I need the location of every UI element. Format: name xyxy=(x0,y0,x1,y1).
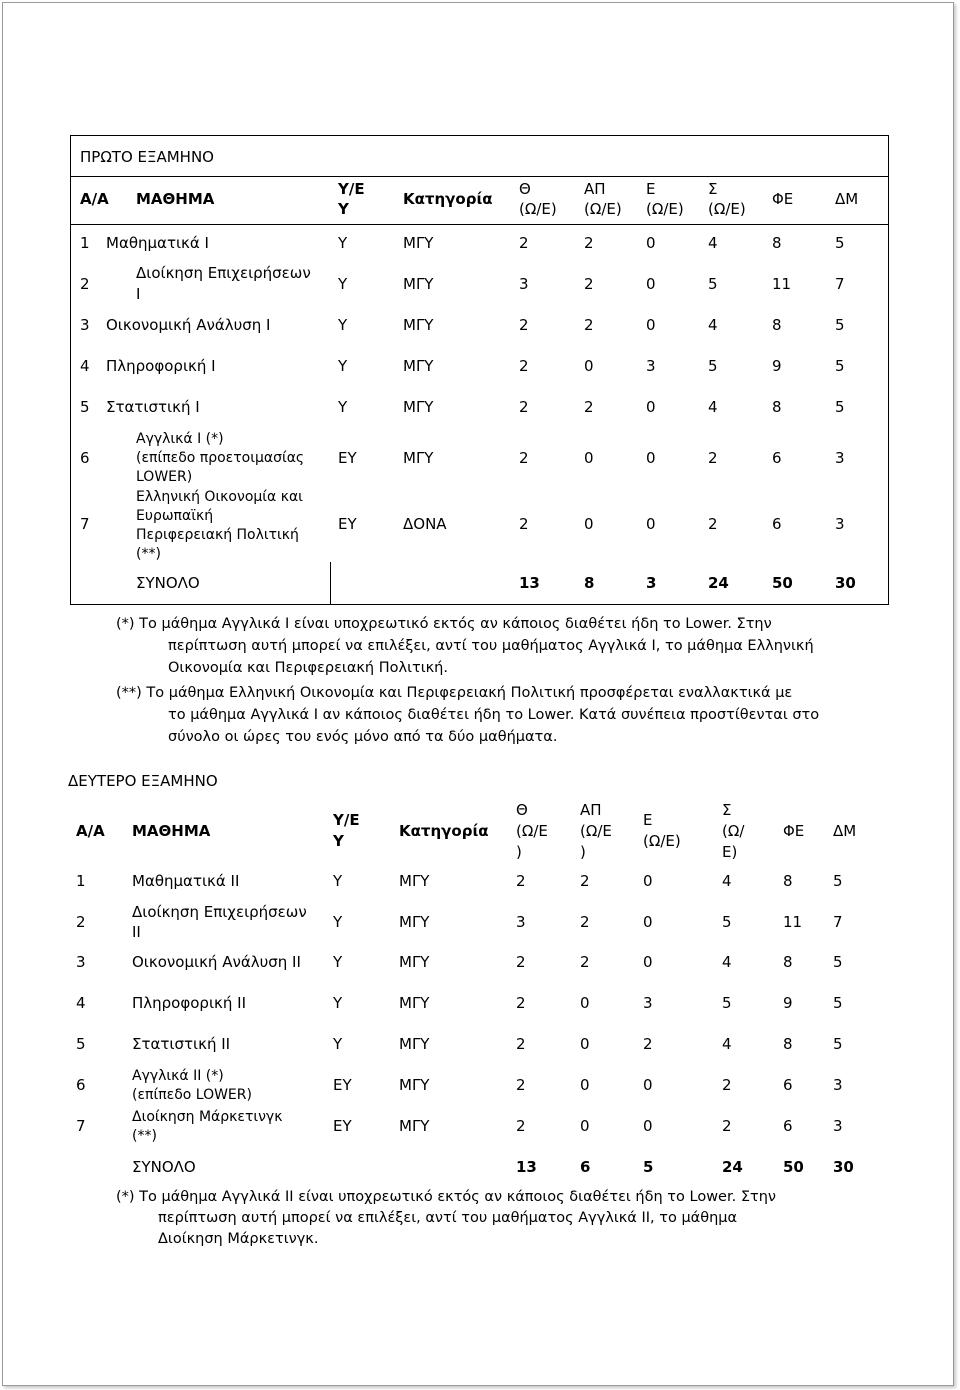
header-dm: ΔΜ xyxy=(833,822,857,840)
cell-sigma: 5 xyxy=(708,275,718,293)
cell-ye: Υ xyxy=(333,953,343,971)
cell-sigma: 4 xyxy=(722,953,732,971)
header-theory-2: (Ω/Ε) xyxy=(519,200,557,218)
cell-ye: ΕΥ xyxy=(333,1117,352,1135)
cell-sigma: 2 xyxy=(708,449,718,467)
cell-sigma: 2 xyxy=(722,1117,732,1135)
cell-category: ΜΓΥ xyxy=(403,398,434,416)
semester2-title: ΔΕΥΤΕΡΟ ΕΞΑΜΗΝΟ xyxy=(68,772,218,790)
footnote-2-line3: σύνολο οι ώρες του ενός μόνο από τα δύο μαθήματα. xyxy=(168,729,558,745)
header-lab: ΑΠ xyxy=(584,180,606,198)
cell-dm: 3 xyxy=(833,1117,843,1135)
cell-sigma: 4 xyxy=(708,234,718,252)
cell-course: Στατιστική Ι xyxy=(106,398,200,416)
footnote-s2-line2: περίπτωση αυτή μπορεί να επιλέξει, αντί του μαθήματος Αγγλικά ΙΙ, το μάθημα xyxy=(158,1210,738,1226)
cell-ye: Υ xyxy=(338,234,348,252)
cell-fe: 11 xyxy=(772,275,792,293)
total-fe: 50 xyxy=(783,1158,804,1176)
cell-course-2: Ι xyxy=(136,285,141,303)
cell-course: Αγγλικά ΙΙ (*) xyxy=(132,1068,224,1084)
cell-sigma: 4 xyxy=(722,872,732,890)
cell-course: Πληροφορική Ι xyxy=(106,357,216,375)
cell-course: Στατιστική ΙΙ xyxy=(132,1035,231,1053)
cell-aa: 1 xyxy=(80,234,90,252)
total-lab: 8 xyxy=(584,574,595,592)
total-dm: 30 xyxy=(833,1158,854,1176)
header-fe: ΦΕ xyxy=(772,190,794,208)
header-aa: Α/Α xyxy=(76,822,105,840)
cell-lab: 0 xyxy=(584,449,594,467)
cell-dm: 7 xyxy=(835,275,845,293)
header-sigma-3: Ε) xyxy=(722,843,738,861)
cell-aa: 4 xyxy=(80,357,90,375)
header-e: Ε xyxy=(646,180,656,198)
cell-course: Μαθηματικά ΙΙ xyxy=(132,872,240,890)
cell-ye: Υ xyxy=(338,316,348,334)
cell-aa: 7 xyxy=(80,515,90,533)
cell-theory: 2 xyxy=(519,398,529,416)
cell-theory: 2 xyxy=(519,357,529,375)
total-theory: 13 xyxy=(516,1158,537,1176)
cell-lab: 0 xyxy=(580,1117,590,1135)
header-e: Ε xyxy=(643,811,653,829)
cell-aa: 2 xyxy=(76,913,86,931)
header-lab: ΑΠ xyxy=(580,801,602,819)
total-lab: 6 xyxy=(580,1158,591,1176)
cell-e: 0 xyxy=(643,1117,653,1135)
cell-e: 0 xyxy=(643,1076,653,1094)
cell-lab: 0 xyxy=(584,357,594,375)
footnote-s2-line3: Διοίκηση Μάρκετινγκ. xyxy=(158,1231,319,1247)
cell-sigma: 5 xyxy=(708,357,718,375)
header-e-2: (Ω/Ε) xyxy=(643,832,681,850)
cell-ye: Υ xyxy=(338,275,348,293)
cell-lab: 2 xyxy=(580,872,590,890)
cell-fe: 11 xyxy=(783,913,803,931)
total-fe: 50 xyxy=(772,574,793,592)
header-theory-2: (Ω/Ε xyxy=(516,822,548,840)
cell-course: Ελληνική Οικονομία και xyxy=(136,489,303,505)
cell-e: 3 xyxy=(646,357,656,375)
cell-lab: 2 xyxy=(584,234,594,252)
header-sigma-2: (Ω/Ε) xyxy=(708,200,746,218)
header-ye: Υ/Ε xyxy=(338,180,365,198)
cell-course: Οικονομική Ανάλυση ΙΙ xyxy=(132,953,301,971)
total-theory: 13 xyxy=(519,574,540,592)
cell-lab: 0 xyxy=(580,1076,590,1094)
footnote-1-line3: Οικονομία και Περιφερειακή Πολιτική. xyxy=(168,660,448,676)
header-lab-3: ) xyxy=(580,843,586,861)
header-fe: ΦΕ xyxy=(783,822,805,840)
cell-fe: 6 xyxy=(772,515,782,533)
header-e-2: (Ω/Ε) xyxy=(646,200,684,218)
cell-dm: 3 xyxy=(835,515,845,533)
cell-lab: 2 xyxy=(584,316,594,334)
cell-e: 0 xyxy=(643,872,653,890)
cell-e: 0 xyxy=(643,953,653,971)
cell-e: 0 xyxy=(643,913,653,931)
header-theory-3: ) xyxy=(516,843,522,861)
semester1-header-divider xyxy=(70,224,889,225)
cell-e: 0 xyxy=(646,449,656,467)
cell-fe: 6 xyxy=(772,449,782,467)
cell-theory: 2 xyxy=(516,1035,526,1053)
cell-category: ΜΓΥ xyxy=(403,357,434,375)
cell-aa: 6 xyxy=(76,1076,86,1094)
cell-aa: 7 xyxy=(76,1117,86,1135)
cell-sigma: 5 xyxy=(722,913,732,931)
cell-ye: Υ xyxy=(333,1035,343,1053)
cell-course-4: (**) xyxy=(136,546,161,562)
semester1-title: ΠΡΩΤΟ ΕΞΑΜΗΝΟ xyxy=(80,148,214,166)
cell-course-3: LOWER) xyxy=(136,469,193,485)
cell-dm: 5 xyxy=(835,357,845,375)
cell-course: Πληροφορική ΙΙ xyxy=(132,994,246,1012)
cell-e: 0 xyxy=(646,398,656,416)
cell-dm: 5 xyxy=(833,1035,843,1053)
cell-aa: 2 xyxy=(80,275,90,293)
total-dm: 30 xyxy=(835,574,856,592)
cell-sigma: 2 xyxy=(722,1076,732,1094)
cell-aa: 4 xyxy=(76,994,86,1012)
header-category: Κατηγορία xyxy=(399,822,489,840)
header-dm: ΔΜ xyxy=(835,190,859,208)
cell-ye: ΕΥ xyxy=(338,449,357,467)
cell-category: ΜΓΥ xyxy=(399,872,430,890)
cell-lab: 2 xyxy=(580,913,590,931)
cell-dm: 7 xyxy=(833,913,843,931)
cell-sigma: 5 xyxy=(722,994,732,1012)
cell-ye: Υ xyxy=(338,357,348,375)
total-label: ΣΥΝΟΛΟ xyxy=(136,574,200,592)
cell-theory: 2 xyxy=(516,953,526,971)
cell-lab: 2 xyxy=(584,398,594,416)
cell-e: 0 xyxy=(646,275,656,293)
total-e: 5 xyxy=(643,1158,654,1176)
total-sigma: 24 xyxy=(708,574,729,592)
cell-e: 3 xyxy=(643,994,653,1012)
total-label: ΣΥΝΟΛΟ xyxy=(132,1158,196,1176)
cell-dm: 3 xyxy=(833,1076,843,1094)
cell-lab: 2 xyxy=(584,275,594,293)
cell-lab: 0 xyxy=(580,1035,590,1053)
cell-category: ΜΓΥ xyxy=(399,1076,430,1094)
cell-ye: ΕΥ xyxy=(333,1076,352,1094)
cell-fe: 8 xyxy=(772,398,782,416)
cell-dm: 5 xyxy=(835,234,845,252)
cell-theory: 2 xyxy=(519,449,529,467)
cell-sigma: 4 xyxy=(722,1035,732,1053)
cell-e: 0 xyxy=(646,234,656,252)
header-course: ΜΑΘΗΜΑ xyxy=(136,190,215,208)
header-theory: Θ xyxy=(516,801,528,819)
cell-fe: 8 xyxy=(783,1035,793,1053)
cell-aa: 6 xyxy=(80,449,90,467)
header-lab-2: (Ω/Ε) xyxy=(584,200,622,218)
cell-fe: 9 xyxy=(783,994,793,1012)
footnote-2-line2: το μάθημα Αγγλικά Ι αν κάποιος διαθέτει ήδη το Lower. Κατά συνέπεια προστίθενται στο xyxy=(168,707,820,723)
cell-lab: 2 xyxy=(580,953,590,971)
cell-aa: 3 xyxy=(76,953,86,971)
cell-aa: 5 xyxy=(80,398,90,416)
cell-lab: 0 xyxy=(584,515,594,533)
cell-category: ΜΓΥ xyxy=(403,316,434,334)
cell-course-2: (επίπεδο LOWER) xyxy=(132,1087,252,1103)
cell-course: Διοίκηση Επιχειρήσεων xyxy=(132,903,307,921)
cell-category: ΜΓΥ xyxy=(403,234,434,252)
cell-category: ΔΟΝΑ xyxy=(403,515,447,533)
cell-category: ΜΓΥ xyxy=(399,953,430,971)
cell-course: Οικονομική Ανάλυση Ι xyxy=(106,316,271,334)
cell-fe: 6 xyxy=(783,1117,793,1135)
header-sigma: Σ xyxy=(722,801,732,819)
header-course: ΜΑΘΗΜΑ xyxy=(132,822,211,840)
cell-sigma: 4 xyxy=(708,398,718,416)
total-e: 3 xyxy=(646,574,657,592)
cell-course: Αγγλικά Ι (*) xyxy=(136,431,224,447)
cell-category: ΜΓΥ xyxy=(399,994,430,1012)
header-lab-2: (Ω/Ε xyxy=(580,822,612,840)
cell-fe: 9 xyxy=(772,357,782,375)
cell-ye: Υ xyxy=(333,994,343,1012)
footnote-1-line2: περίπτωση αυτή μπορεί να επιλέξει, αντί του μαθήματος Αγγλικά Ι, το μάθημα Ελληνική xyxy=(168,638,814,654)
cell-dm: 3 xyxy=(835,449,845,467)
cell-dm: 5 xyxy=(835,398,845,416)
cell-sigma: 2 xyxy=(708,515,718,533)
footnote-2: (**) Το μάθημα Ελληνική Οικονομία και Περιφερειακή Πολιτική προσφέρεται εναλλακτικά με xyxy=(116,685,793,701)
cell-course: Μαθηματικά Ι xyxy=(106,234,209,252)
cell-dm: 5 xyxy=(833,994,843,1012)
cell-e: 2 xyxy=(643,1035,653,1053)
cell-fe: 8 xyxy=(772,316,782,334)
cell-dm: 5 xyxy=(833,872,843,890)
header-category: Κατηγορία xyxy=(403,190,493,208)
cell-theory: 2 xyxy=(516,1117,526,1135)
cell-theory: 2 xyxy=(519,515,529,533)
header-sigma: Σ xyxy=(708,180,718,198)
cell-course: Διοίκηση Επιχειρήσεων xyxy=(136,264,311,282)
cell-fe: 8 xyxy=(783,872,793,890)
cell-course-3: Περιφερειακή Πολιτική xyxy=(136,527,299,543)
cell-fe: 8 xyxy=(772,234,782,252)
cell-theory: 2 xyxy=(519,234,529,252)
cell-aa: 3 xyxy=(80,316,90,334)
cell-ye: ΕΥ xyxy=(338,515,357,533)
cell-fe: 6 xyxy=(783,1076,793,1094)
cell-theory: 3 xyxy=(519,275,529,293)
footnote-1: (*) Το μάθημα Αγγλικά Ι είναι υποχρεωτικό εκτός αν κάποιος διαθέτει ήδη το Lower. Στην xyxy=(116,616,772,632)
cell-course-2: (**) xyxy=(132,1128,157,1144)
cell-ye: Υ xyxy=(333,913,343,931)
cell-course: Διοίκηση Μάρκετινγκ xyxy=(132,1109,283,1125)
header-aa: Α/Α xyxy=(80,190,109,208)
cell-e: 0 xyxy=(646,515,656,533)
cell-theory: 3 xyxy=(516,913,526,931)
cell-category: ΜΓΥ xyxy=(403,449,434,467)
cell-dm: 5 xyxy=(833,953,843,971)
cell-course-2: ΙΙ xyxy=(132,923,141,941)
cell-ye: Υ xyxy=(338,398,348,416)
cell-category: ΜΓΥ xyxy=(403,275,434,293)
header-ye-2: Υ xyxy=(333,832,344,850)
cell-category: ΜΓΥ xyxy=(399,1035,430,1053)
cell-ye: Υ xyxy=(333,872,343,890)
cell-course-2: (επίπεδο προετοιμασίας xyxy=(136,450,305,466)
cell-course-2: Ευρωπαϊκή xyxy=(136,508,214,524)
header-ye: Υ/Ε xyxy=(333,811,360,829)
header-theory: Θ xyxy=(519,180,531,198)
total-sigma: 24 xyxy=(722,1158,743,1176)
cell-theory: 2 xyxy=(516,872,526,890)
cell-aa: 1 xyxy=(76,872,86,890)
cell-lab: 0 xyxy=(580,994,590,1012)
cell-aa: 5 xyxy=(76,1035,86,1053)
footnote-s2: (*) Το μάθημα Αγγλικά ΙΙ είναι υποχρεωτικό εκτός αν κάποιος διαθέτει ήδη το Lower. Στην xyxy=(116,1189,776,1205)
semester1-title-divider xyxy=(70,176,889,177)
cell-dm: 5 xyxy=(835,316,845,334)
cell-theory: 2 xyxy=(516,994,526,1012)
header-sigma-2: (Ω/ xyxy=(722,822,745,840)
semester1-total-divider xyxy=(330,562,331,605)
cell-fe: 8 xyxy=(783,953,793,971)
cell-sigma: 4 xyxy=(708,316,718,334)
cell-theory: 2 xyxy=(519,316,529,334)
cell-theory: 2 xyxy=(516,1076,526,1094)
header-ye-2: Υ xyxy=(338,200,349,218)
cell-category: ΜΓΥ xyxy=(399,913,430,931)
cell-category: ΜΓΥ xyxy=(399,1117,430,1135)
cell-e: 0 xyxy=(646,316,656,334)
